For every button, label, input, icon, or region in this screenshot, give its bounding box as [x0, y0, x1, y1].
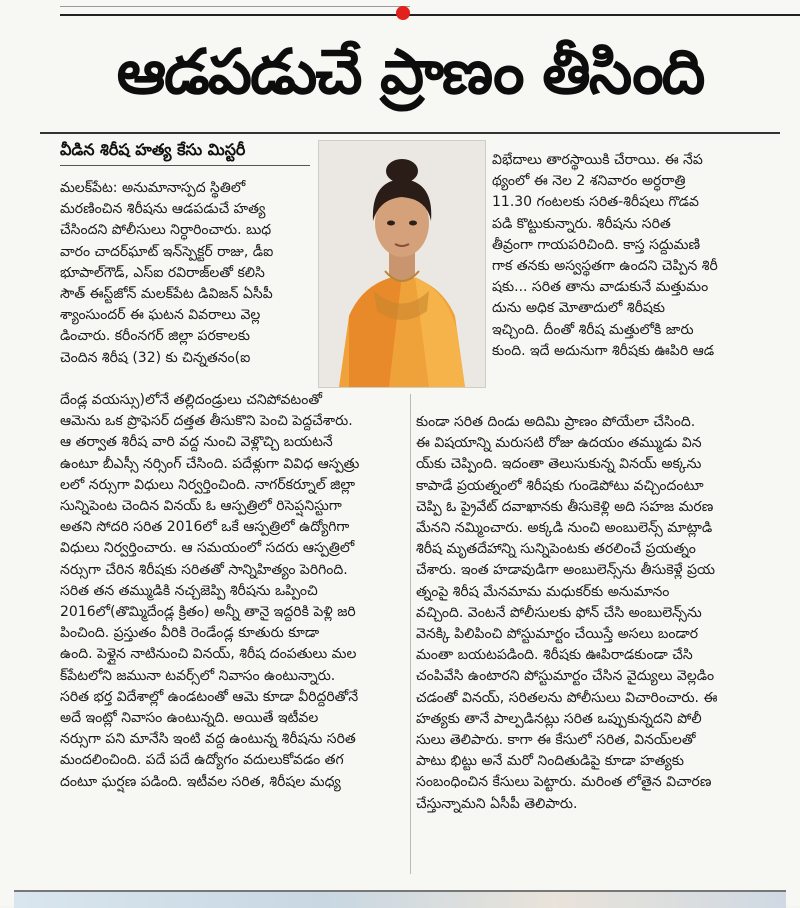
text-line: లలో నర్సుగా విధులు నిర్వర్తించింది. నాగర్‌కర్నూల్ జిల్లా: [60, 476, 355, 493]
text-line: మందలించింది. పదే పదే ఉద్యోగం వదులుకోవడం తగ: [60, 752, 344, 769]
subheadline-underline: [60, 165, 310, 166]
text-line: పించింది. ప్రస్తుతం వీరికి రెండేండ్ల కూతురు కూడా: [60, 625, 320, 642]
text-line: చంపివేసి ఉంటారని పోస్టుమార్టం చేసిన వైద్యులు వెల్లడిం: [416, 668, 715, 685]
text-line: 11.30 గంటలకు సరిత-శిరీషలు గొడవ: [492, 194, 699, 211]
text-line: సులు తెలిపారు. కాగా ఈ కేసులో సరిత, వినయ్‌లతో: [416, 732, 696, 749]
text-line: ఉంది. పెళ్లైన నాటినుంచి వినయ్, శిరీష దంపతులు మల: [60, 646, 357, 663]
text-line: చెందిన శిరీష (32) కు చిన్నతనం(ఐ: [60, 349, 251, 366]
text-line: మంతా బయటపడింది. శిరీషకు ఊపిరాడకుండా చేసి: [416, 647, 693, 664]
text-line: సౌత్ ఈస్ట్‌జోన్ మలక్‌పేట డివిజన్ ఏసీపీ: [60, 286, 273, 303]
text-line: క్‌పేటలోని జమునా టవర్స్‌లో నివాసం ఉంటున్నారు.: [60, 667, 336, 684]
text-line: వెనక్కి పిలిపించి పోస్టుమార్టం చేయిస్తే అసలు బండార: [416, 626, 699, 643]
article-column-left-bottom: [60, 390, 408, 793]
text-line: అతని సోదరి సరిత 2016లో ఒకే ఆస్పత్రిలో ఉద్యోగిగా: [60, 519, 350, 536]
text-line: చేశారు. ఇంత హడావుడిగా అంబులెన్స్‌ను తీసుకెళ్లే ప్రయ: [416, 562, 715, 579]
text-line: ఈ విషయాన్ని మరుసటి రోజు ఉదయం తమ్ముడు విన: [416, 435, 702, 452]
text-line: ఉంటూ బీఎస్సీ నర్సింగ్ చేసింది. పదేళ్లుగా వివిధ ఆస్పత్రు: [60, 455, 360, 472]
text-line: శిరీష మృతదేహాన్ని సున్నిపెంటకు తరలించే ప్రయత్నం: [416, 541, 696, 558]
text-line: య్‌కు చెప్పింది. ఇదంతా తెలుసుకున్న వినయ్ అక్కను: [416, 456, 702, 473]
text-line: సరిత తన తమ్ముడికి నచ్చజెప్పి శిరీషను ఒప్పించి: [60, 582, 318, 599]
subheadline: వీడిన శిరీష హత్య కేసు మిస్టరీ: [60, 140, 246, 159]
text-line: చెప్పి ఓ ప్రైవేట్ దవాఖానకు తీసుకెళ్లి అది సహజ మరణ: [416, 498, 714, 515]
text-line: నర్సుగా పని మానేసి ఇంటి వద్ద ఉంటున్న శిరీషను సరిత: [60, 731, 356, 748]
red-bullet-dot: [396, 6, 410, 20]
text-line: చేస్తున్నామని ఏసీపీ తెలిపారు.: [416, 795, 578, 812]
text-line: కుంది. ఇదే అదునుగా శిరీషకు ఊపిరి ఆడ: [492, 342, 715, 359]
text-line: కాపాడే ప్రయత్నంలో శిరీషకు గుండెపోటు వచ్చిందంటూ: [416, 477, 704, 494]
text-line: డించారు. కరీంనగర్ జిల్లా పరకాలకు: [60, 328, 251, 345]
text-line: హత్యకు తానే పాల్పడినట్లు సరిత ఒప్పుకున్నదని పోలీ: [416, 710, 702, 727]
text-line: సంబంధించిన కేసులు పెట్టారు. మరింత లోతైన విచారణ: [416, 774, 712, 791]
text-line: దంటూ ఘర్షణ పడింది. ఇటీవల సరిత, శిరీషల మధ్య: [60, 773, 341, 790]
text-line: పాటు భిట్టు అనే మరో నిందితుడిపై కూడా హత్యకు: [416, 753, 684, 770]
article-column-right-bottom: [416, 412, 782, 815]
text-line: ఆ తర్వాత శిరీష వారి వద్ద నుంచి వెళ్లొచ్చి బయటనే: [60, 434, 333, 451]
text-line: నర్సుగా చేరిన శిరీషకు సరితతో సాన్నిహిత్యం పెరిగింది.: [60, 561, 348, 578]
text-line: ఇచ్చింది. దీంతో శిరీష మత్తులోకి జారు: [492, 321, 694, 338]
next-article-photo-strip: [14, 890, 786, 908]
article-column-right-top: [492, 150, 782, 362]
text-line: గాక తనకు అస్వస్థతగా ఉందని చెప్పిన శిరీ: [492, 258, 718, 275]
article-column-left-top: [60, 178, 314, 369]
text-line: మేనని నమ్మించారు. అక్కడి నుంచి అంబులెన్స్ మాట్లాడి: [416, 520, 713, 537]
text-line: షకు... సరిత తాను వాడుకునే మత్తుమం: [492, 279, 709, 296]
text-line: మలక్‌పేట: అనుమానాస్పద స్థితిలో: [60, 180, 246, 196]
portrait-illustration: [319, 141, 485, 387]
column-divider: [410, 394, 411, 874]
headline: ఆడపడుచే ప్రాణం తీసింది: [116, 35, 704, 108]
text-line: విధులు నిర్వర్తించారు. ఆ సమయంలో సదరు ఆస్పత్రిలో: [60, 540, 355, 557]
text-line: త్నంపై శిరీష మేనమామ మధుకర్‌కు అనుమానం: [416, 583, 670, 600]
text-line: థ్యంలో ఈ నెల 2 శనివారం అర్ధరాత్రి: [492, 173, 686, 190]
top-border-line: [60, 0, 410, 7]
text-line: సరిత భర్త విదేశాల్లో ఉండటంతో ఆమె కూడా వీరిద్దరితోనే: [60, 688, 359, 705]
text-line: 2016లో(తొమ్మిదేండ్ల క్రితం) అన్నీ తానై ఇద్దరికి పెళ్లి జరి: [60, 604, 356, 621]
text-line: పడి కొట్టుకున్నారు. శిరీషను సరిత: [492, 215, 671, 232]
text-line: విభేదాలు తారస్థాయికి చేరాయి. ఈ నేప: [492, 152, 703, 168]
text-line: దేండ్ల వయస్సు)లోనే తల్లిదండ్రులు చనిపోవటంతో: [60, 392, 323, 408]
text-line: శ్యాంసుందర్ ఈ ఘటన వివరాలు వెల్ల: [60, 307, 261, 324]
text-line: చేసిందని పోలీసులు నిర్ధారించారు. బుధ: [60, 222, 272, 239]
text-line: వచ్చింది. వెంటనే పోలీసులకు ఫోన్ చేసి అంబులెన్స్‌ను: [416, 604, 702, 621]
text-line: వారం చాదర్‌ఘాట్ ఇన్‌స్పెక్టర్ రాజు, డీఐ: [60, 243, 274, 260]
top-rule: [60, 14, 800, 16]
text-line: అదే ఇంట్లో నివాసం ఉంటున్నది. అయితే ఇటీవల: [60, 710, 319, 727]
text-line: ఆమెను ఒక ప్రొఫెసర్ దత్తత తీసుకొని పెంచి పెద్దచేశారు.: [60, 413, 353, 430]
text-line: మరణించిన శిరీషను ఆడపడుచే హత్య: [60, 201, 266, 218]
text-line: సున్నిపెంట చెందిన వినయ్ ఓ ఆస్పత్రిలో రిసెప్షనిస్టుగా: [60, 498, 342, 515]
text-line: భూపాల్‌గౌడ్, ఎస్ఐ రవిరాజ్‌లతో కలిసి: [60, 264, 265, 281]
text-line: తీవ్రంగా గాయపరిచింది. కాస్త సద్దుమణి: [492, 236, 701, 253]
headline-rule: [40, 132, 780, 134]
woman-portrait-photo: [318, 140, 486, 388]
text-line: కుండా సరిత దిండు అదిమి ప్రాణం పోయేలా చేసింది.: [416, 414, 696, 430]
text-line: చడంతో వినయ్, సరితలను పోలీసులు విచారించారు. ఈ: [416, 689, 718, 706]
text-line: దును అధిక మోతాదులో శిరీషకు: [492, 300, 666, 317]
